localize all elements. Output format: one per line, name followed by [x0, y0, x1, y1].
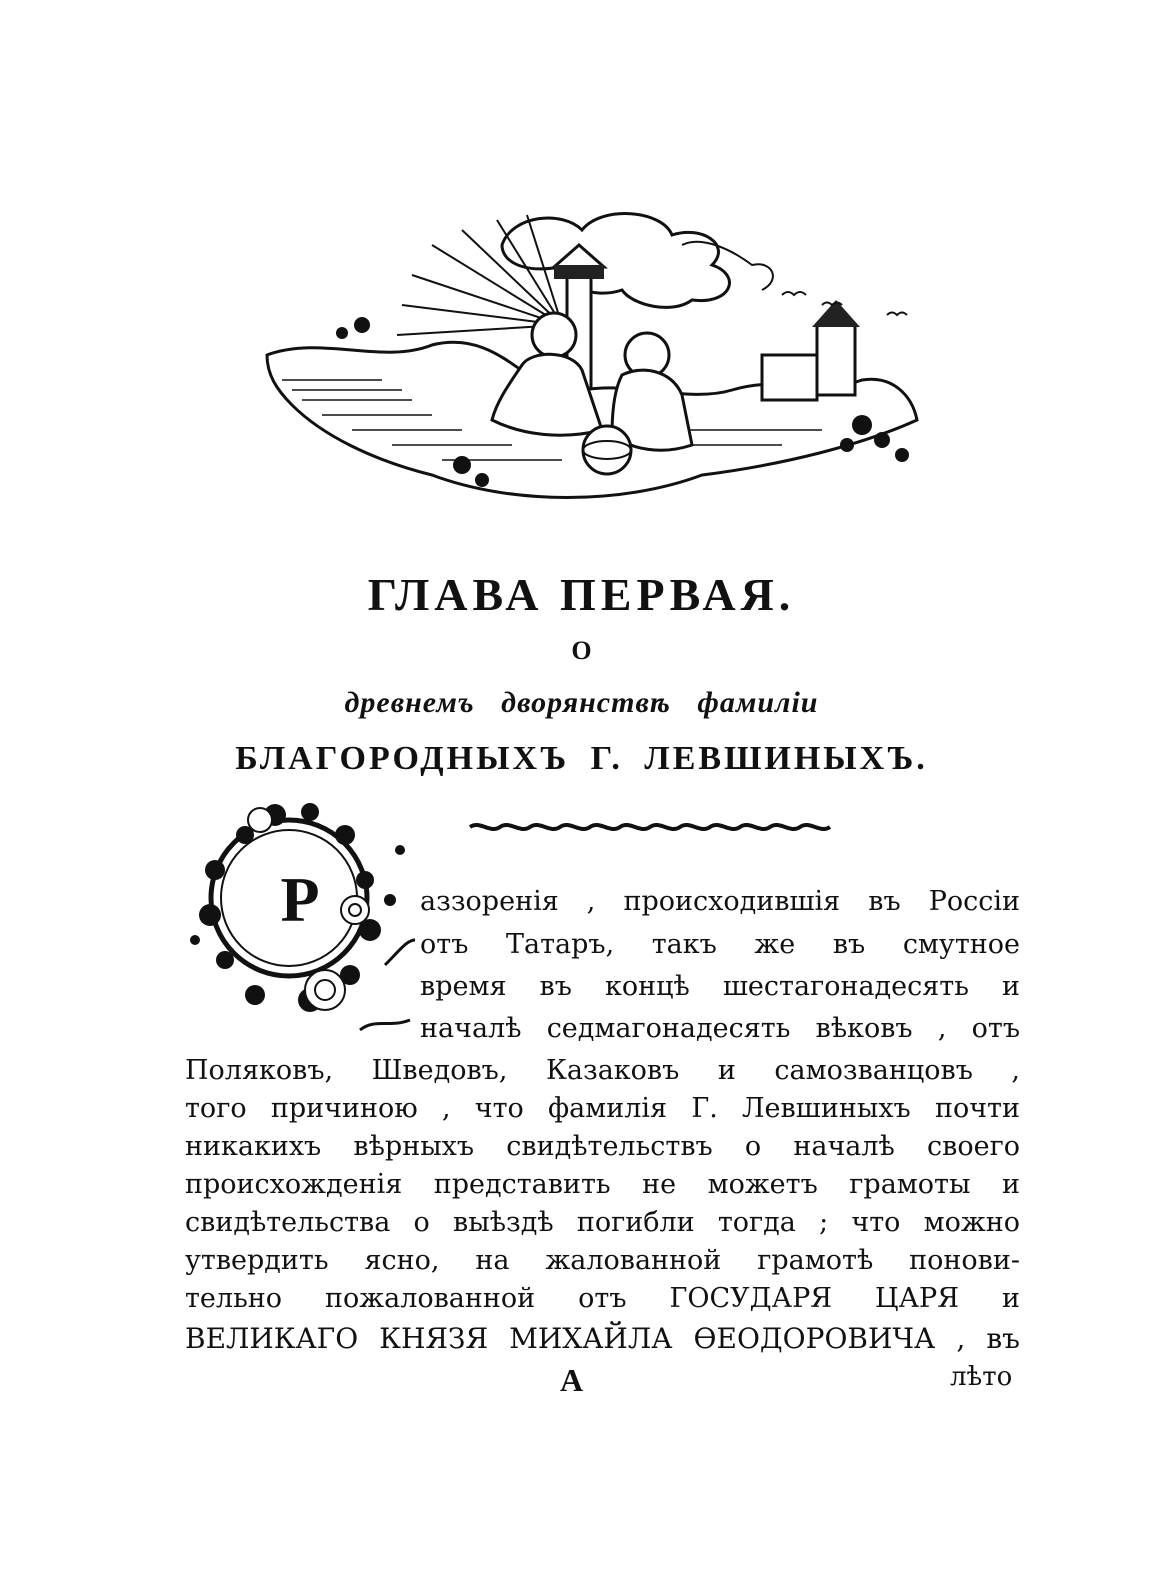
headpiece-vignette: [262, 205, 922, 510]
chapter-title: ГЛАВА ПЕРВАЯ.: [367, 569, 796, 620]
body-line-8: происхожденія представить не можетъ грамоты и: [185, 1169, 1020, 1200]
chapter-subtitle-line-1: древнемъ дворянствѣ фамиліи: [344, 686, 819, 719]
body-line-11: тельно пожалованной отъ ГОСУДАРЯ ЦАРЯ и: [185, 1283, 1020, 1314]
chapter-preposition: О: [571, 636, 592, 665]
body-line-6: того причиною , что фамилія Г. Левшиныхъ почти: [185, 1093, 1020, 1124]
body-line-9: свидѣтельства о выѣздѣ погибли тогда ; что можно: [185, 1207, 1020, 1238]
catchword: лѣто: [950, 1362, 1013, 1392]
body-line-12: ВЕЛИКАГО КНЯЗЯ МИХАЙЛА ӨЕОДОРОВИЧА , въ: [185, 1322, 1020, 1355]
body-line-2: отъ Татаръ, такъ же въ смутное: [420, 929, 1020, 960]
body-line-10: утвердить ясно, на жалованной грамотѣ понови-: [185, 1245, 1020, 1276]
drop-cap-letter: Р: [280, 864, 320, 935]
body-line-3: время въ концѣ шестагонадесять и: [420, 971, 1020, 1002]
body-line-5: Поляковъ, Шведовъ, Казаковъ и самозванцовъ ,: [185, 1055, 1020, 1086]
ornamental-rule: [465, 818, 835, 836]
body-line-4: началѣ седмагонадесять вѣковъ , отъ: [420, 1013, 1020, 1044]
body-line-1: аззоренія , происходившія въ Россіи: [420, 886, 1020, 917]
body-line-7: никакихъ вѣрныхъ свидѣтельствъ о началѣ своего: [185, 1131, 1020, 1162]
chapter-subtitle-line-2: БЛАГОРОДНЫХЪ Г. ЛЕВШИНЫХЪ.: [235, 740, 928, 777]
signature-mark: А: [560, 1362, 584, 1398]
